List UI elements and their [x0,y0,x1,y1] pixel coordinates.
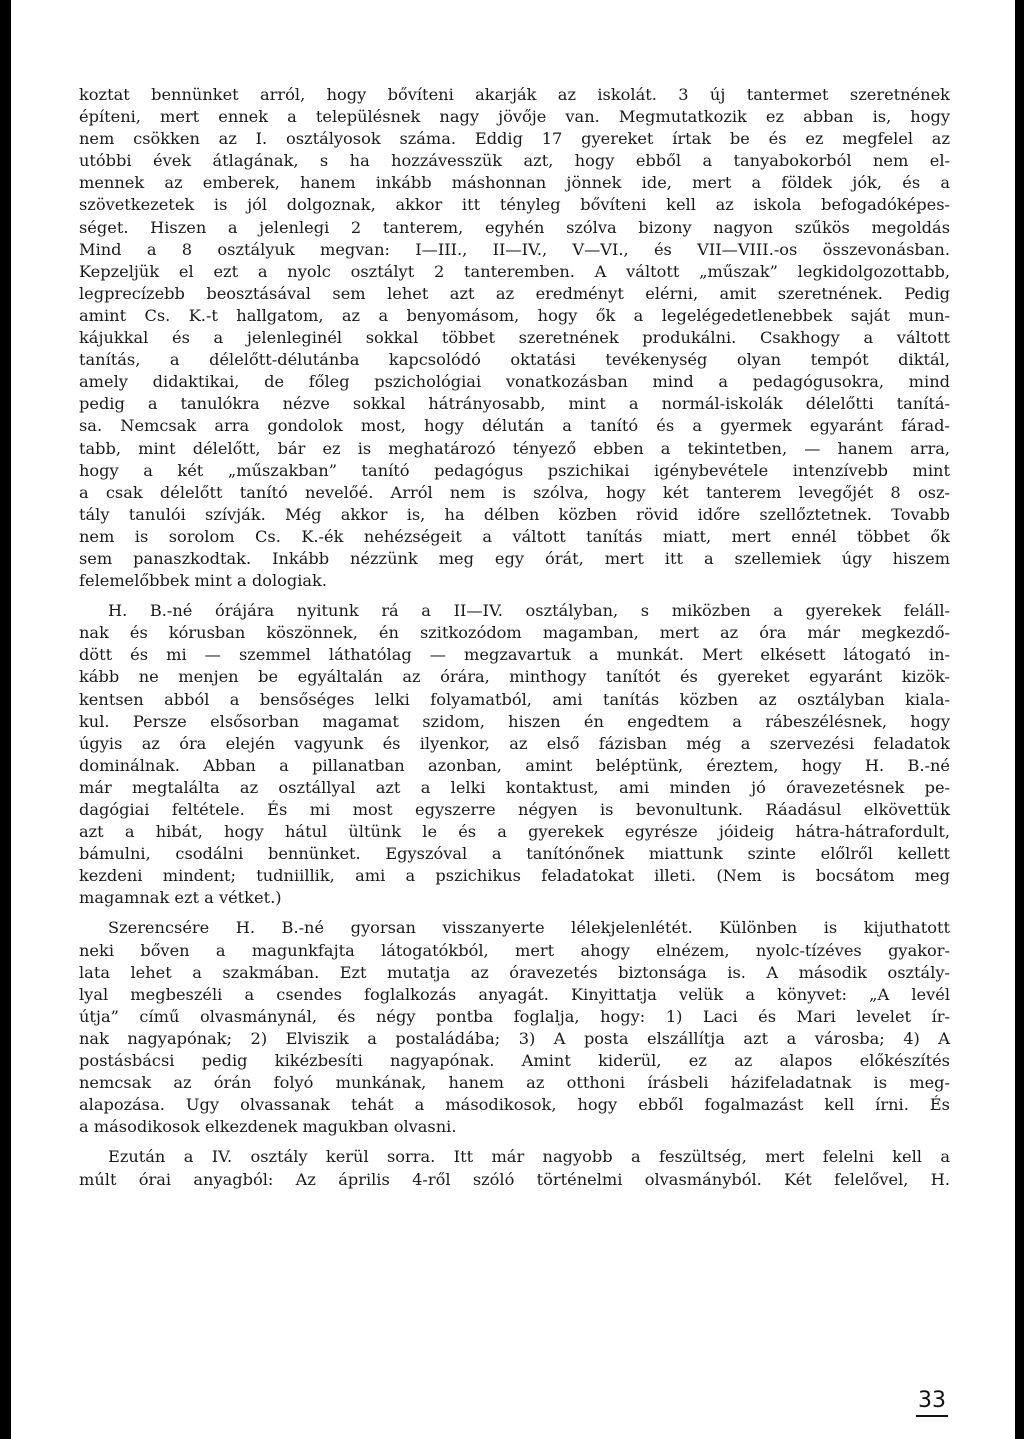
text-line: tály tanulói szívják. Még akkor is, ha délben közben rövid időre szellőztetnek. Tovabb [79,504,950,524]
text-line: nemcsak az órán folyó munkának, hanem az otthoni írásbeli házifeladatnak is meg- [79,1073,950,1093]
text-line: már megtalálta az osztállyal azt a lelki kontaktust, ami minden jó óravezetésnek pe- [79,777,950,797]
text-line: kezdeni mindent; tudniillik, ami a pszichikus feladatokat illeti. (Nem is bocsátom meg [79,866,950,886]
text-line: sem panaszkodtak. Inkább nézzünk meg egy órát, mert itt a szellemiek úgy hiszem [79,548,950,568]
text-line: nem is sorolom Cs. K.-ék nehézségeit a váltott tanítás miatt, mert ennél többet ők [79,526,950,546]
text-line: dagógiai feltétele. És mi most egyszerre négyen is bevonultunk. Ráadásul elkövettük [79,800,950,819]
paragraph [79,84,950,592]
text-line: azt a hibát, hogy hátul ültünk le és a gyerekek egyrésze jóideig hátra-hátrafordult, [79,822,950,842]
body-text [79,84,950,1191]
text-line: nem csökken az I. osztályosok száma. Eddig 17 gyereket írtak be és ez megfelel az [79,129,950,149]
text-line: lyal megbeszéli a csendes foglalkozás anyagát. Kinyittatja velük a könyvet: „A levél [79,984,950,1004]
text-line: felemelőbbek mint a dologiak. [79,571,328,591]
text-line: amint Cs. K.-t hallgatom, az a benyomásom, hogy ők a legelégedetlenebbek saját mun- [79,305,950,325]
text-line: Ezután a IV. osztály kerül sorra. Itt már nagyobb a feszültség, mert felelni kell a [108,1147,950,1167]
text-line: lata lehet a szakmában. Ezt mutatja az óravezetés biztonsága is. A második osztály- [79,962,950,982]
paragraph-gap [79,592,950,600]
text-line: Mind a 8 osztályuk megvan: I—III., II—IV., V—VI., és VII—VIII.-os összevonásban. [79,239,950,259]
text-line: koztat bennünket arról, hogy bővíteni akarják az iskolát. 3 új tantermet szeretnének [79,85,950,104]
text-line: H. B.-né órájára nyitunk rá a II—IV. osztályban, s miközben a gyerekek feláll- [108,601,950,621]
text-line: neki bőven a magunkfajta látogatókból, mert ahogy elnézem, nyolc-tízéves gyakor- [79,940,950,960]
text-line: Szerencsére H. B.-né gyorsan visszanyerte lélekjelenlétét. Különben is kijuthatott [108,918,950,938]
text-line: dött és mi — szemmel láthatólag — megzavartuk a munkát. Mert elkésett látogató in- [79,645,950,665]
paragraph [79,917,950,1138]
text-line: úgyis az óra elején vagyunk és ilyenkor, az első fázisban még a szervezési feladatok [79,733,950,753]
text-line: mennek az emberek, hanem inkább máshonnan jönnek ide, mert a földek jók, és a [79,173,950,193]
text-line: a másodikosok elkezdenek magukban olvasni. [79,1117,457,1137]
paragraph-gap [79,1138,950,1146]
page-number: 33 [916,1390,948,1417]
text-line: utóbbi évek átlagának, s ha hozzávesszük azt, hogy ebből a tanyabokorból nem el- [79,151,950,171]
text-line: alapozása. Ugy olvassanak tehát a másodikosok, hogy ebből fogalmazást kell írni. És [79,1095,950,1115]
text-line: magamnak ezt a vétket.) [79,888,282,908]
text-line: tanítás, a délelőtt-délutánba kapcsolódó oktatási tevékenység olyan tempót diktál, [79,350,950,370]
paragraph-gap [79,909,950,917]
text-line: nak nagyapónak; 2) Elviszik a postaládába; 3) A posta elszállítja azt a városba; 4) A [79,1028,950,1048]
text-line: postásbácsi pedig kikézbesíti nagyapónak. Amint kiderül, ez az alapos előkészítés [79,1051,950,1071]
text-line: bámulni, csodálni bennünket. Egyszóval a tanítónőnek miattunk szinte előlről kellett [79,844,950,864]
text-line: múlt órai anyagból: Az április 4-ről szóló történelmi olvasmányból. Két felelővel, H. [79,1169,950,1189]
scan-border-right [1015,0,1024,1439]
text-line: nak és kórusban köszönnek, én szitkozódom magamban, mert az óra már megkezdő- [79,623,950,643]
scan-border-left [0,0,11,1439]
text-line: legprecízebb beosztásával sem lehet azt az eredményt elérni, amit szeretnének. Pedig [79,283,950,303]
text-line: séget. Hiszen a jelenlegi 2 tanterem, egyhén szólva bizony nagyon szűkös megoldás [79,217,950,237]
paragraph [79,1146,950,1190]
text-line: sa. Nemcsak arra gondolok most, hogy délután a tanító és a gyermek egyaránt fárad- [79,416,950,436]
text-line: hogy a két „műszakban” tanító pedagógus pszichikai igénybevétele intenzívebb mint [79,460,950,480]
paragraph [79,600,950,909]
text-line: útja” című olvasmánynál, és négy pontba foglalja, hogy: 1) Laci és Mari levelet ír- [79,1006,950,1026]
text-line: Kepzeljük el ezt a nyolc osztályt 2 tanteremben. A váltott „műszak” legkidolgozottabb, [79,261,950,281]
text-line: tabb, mint délelőtt, bár ez is meghatározó tényező ebben a tekintetben, — hanem arra, [79,438,950,458]
text-line: szövetkezetek is jól dolgoznak, akkor itt tényleg bővíteni kell az iskola befogadóképes- [79,195,950,215]
text-line: amely didaktikai, de főleg pszichológiai vonatkozásban mind a pedagógusokra, mind [79,372,950,392]
text-line: építeni, mert ennek a településnek nagy jövője van. Megmutatkozik ez abban is, hogy [79,107,950,127]
text-line: kább ne menjen be egyáltalán az órára, minthogy tanítót és gyereket egyaránt kizök- [79,667,950,687]
text-line: kul. Persze elsősorban magamat szidom, hiszen én engedtem a rábeszélésnek, hogy [79,711,950,731]
text-line: a csak délelőtt tanító nevelőé. Arról nem is szólva, hogy két tanterem levegőjét 8 osz- [79,482,950,502]
text-line: kájukkal és a jelenleginél sokkal többet szeretnének produkálni. Csakhogy a váltott [79,328,950,348]
text-line: pedig a tanulókra nézve sokkal hátrányosabb, mint a normál-iskolák délelőtti tanítá- [79,394,950,414]
text-line: kentsen abból a bensőséges lelki folyamatból, ami tanítás közben az osztályban kiala- [79,689,950,709]
text-line: dominálnak. Abban a pillanatban azonban, amint beléptünk, éreztem, hogy H. B.-né [79,755,950,775]
